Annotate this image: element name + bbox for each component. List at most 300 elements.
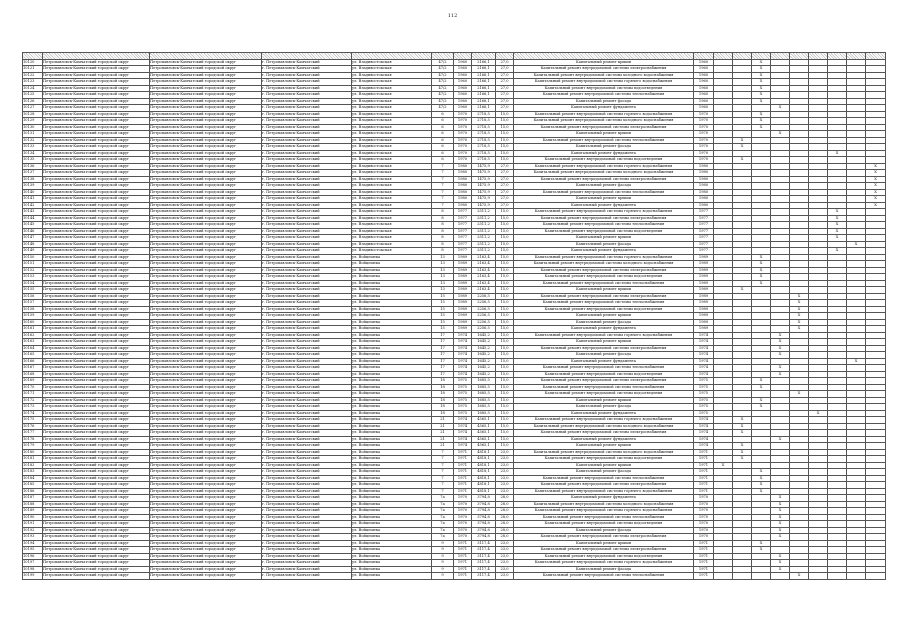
cost-cell: 27,0 [496, 202, 514, 209]
row-number-cell: 10157 [23, 300, 43, 307]
year-built-cell: 1980 [454, 196, 472, 203]
period-mark-cell: X [771, 371, 790, 378]
work-type-cell: Капитальный ремонт крыши [514, 397, 694, 404]
district-cell: Петропавловск-Камчатский городской округ [150, 482, 262, 489]
cost-cell: 15,0 [496, 313, 514, 320]
house-cell: 47/2 [432, 105, 454, 112]
house-cell: 13 [432, 254, 454, 261]
year-built-cell: 1977 [454, 209, 472, 216]
district-cell: Петропавловск-Камчатский городской округ [150, 430, 262, 437]
work-type-cell: Капитальный ремонт внутридомовой системы холодного водоснабжения [514, 118, 694, 125]
row-number-cell: 10164 [23, 345, 43, 352]
period-mark-cell: X [752, 79, 771, 86]
street-cell: ул. Владивостокская [352, 105, 432, 112]
district-cell: Петропавловск-Камчатский городской округ [150, 443, 262, 450]
period-mark-cell: X [752, 404, 771, 411]
cost-cell: 27,0 [496, 163, 514, 170]
period-mark-cell: X [771, 514, 790, 521]
city-cell: г. Петропавловск-Камчатский [262, 85, 352, 92]
commission-year-cell: 1989 [694, 261, 714, 268]
street-cell: ул. Владивостокская [352, 170, 432, 177]
year-built-cell: 1989 [454, 300, 472, 307]
work-type-cell: Капитальный ремонт внутридомовой системы электроснабжения [514, 482, 694, 489]
street-cell: ул. Войцешека [352, 573, 432, 580]
commission-year-cell: 1989 [694, 300, 714, 307]
cost-cell: 15,0 [496, 443, 514, 450]
period-mark-cell: X [752, 98, 771, 105]
year-built-cell: 1970 [454, 118, 472, 125]
street-cell: ул. Войцешека [352, 391, 432, 398]
city-cell: г. Петропавловск-Камчатский [262, 137, 352, 144]
municipality-cell: Петропавловск-Камчатский городской округ [43, 430, 150, 437]
period-mark-cell: X [809, 410, 828, 417]
commission-year-cell: 1971 [694, 560, 714, 567]
work-type-cell: Капитальный ремонт фасада [514, 527, 694, 534]
municipality-cell: Петропавловск-Камчатский городской округ [43, 436, 150, 443]
street-cell: ул. Войцешека [352, 261, 432, 268]
municipality-cell: Петропавловск-Камчатский городской округ [43, 404, 150, 411]
district-cell: Петропавловск-Камчатский городской округ [150, 144, 262, 151]
commission-year-cell: 1971 [694, 449, 714, 456]
area-cell: 2511,2 [472, 209, 496, 216]
city-cell: г. Петропавловск-Камчатский [262, 534, 352, 541]
work-type-cell: Капитальный ремонт фундамента [514, 358, 694, 365]
municipality-cell: Петропавловск-Камчатский городской округ [43, 566, 150, 573]
cost-cell: 23,0 [496, 488, 514, 495]
period-mark-cell: X [771, 105, 790, 112]
row-number-cell: 10145 [23, 222, 43, 229]
district-cell: Петропавловск-Камчатский городской округ [150, 300, 262, 307]
municipality-cell: Петропавловск-Камчатский городской округ [43, 189, 150, 196]
area-cell: 2718,5 [472, 137, 496, 144]
year-built-cell: 1989 [454, 287, 472, 294]
area-cell: 2163,4 [472, 274, 496, 281]
city-cell: г. Петропавловск-Камчатский [262, 66, 352, 73]
municipality-cell: Петропавловск-Камчатский городской округ [43, 475, 150, 482]
district-cell: Петропавловск-Камчатский городской округ [150, 254, 262, 261]
municipality-cell: Петропавловск-Камчатский городской округ [43, 222, 150, 229]
period-mark-cell: X [847, 241, 866, 248]
street-cell: ул. Войцешека [352, 553, 432, 560]
period-mark-cell: X [771, 352, 790, 359]
work-type-cell: Капитальный ремонт внутридомовой системы водоотведения [514, 228, 694, 235]
commission-year-cell: 1970 [694, 144, 714, 151]
city-cell: г. Петропавловск-Камчатский [262, 157, 352, 164]
cost-cell: 28,0 [496, 501, 514, 508]
row-number-cell: 10163 [23, 339, 43, 346]
period-mark-cell: X [866, 189, 886, 196]
district-cell: Петропавловск-Камчатский городской округ [150, 176, 262, 183]
city-cell: г. Петропавловск-Камчатский [262, 189, 352, 196]
commission-year-cell: 1980 [694, 170, 714, 177]
municipality-cell: Петропавловск-Камчатский городской округ [43, 521, 150, 528]
period-mark-cell: X [752, 540, 771, 547]
commission-year-cell: 1971 [694, 482, 714, 489]
period-mark-cell: X [752, 475, 771, 482]
street-cell: ул. Войцешека [352, 352, 432, 359]
work-type-cell: Капитальный ремонт внутридомовой системы электроснабжения [514, 66, 694, 73]
house-cell: 7 [432, 202, 454, 209]
commission-year-cell: 1975 [694, 384, 714, 391]
year-built-cell: 1971 [454, 547, 472, 554]
district-cell: Петропавловск-Камчатский городской округ [150, 573, 262, 580]
work-type-cell: Капитальный ремонт фасада [514, 469, 694, 476]
commission-year-cell: 1977 [694, 241, 714, 248]
cost-cell: 27,0 [496, 176, 514, 183]
period-mark-cell: X [790, 313, 809, 320]
area-cell: 2163,4 [472, 280, 496, 287]
house-cell: 6 [432, 144, 454, 151]
area-cell: 3117,4 [472, 566, 496, 573]
municipality-cell: Петропавловск-Камчатский городской округ [43, 111, 150, 118]
street-cell: ул. Владивостокская [352, 111, 432, 118]
period-mark-cell: X [752, 254, 771, 261]
year-built-cell: 1960 [454, 105, 472, 112]
commission-year-cell: 1971 [694, 553, 714, 560]
cost-cell: 28,0 [496, 521, 514, 528]
period-mark-cell: X [771, 339, 790, 346]
year-built-cell: 1970 [454, 131, 472, 138]
municipality-cell: Петропавловск-Камчатский городской округ [43, 157, 150, 164]
street-cell: ул. Владивостокская [352, 150, 432, 157]
cost-cell: 15,0 [496, 300, 514, 307]
cost-cell: 23,0 [496, 560, 514, 567]
year-built-cell: 1960 [454, 98, 472, 105]
area-cell: 3117,4 [472, 547, 496, 554]
municipality-cell: Петропавловск-Камчатский городской округ [43, 391, 150, 398]
work-type-cell: Капитальный ремонт внутридомовой системы горячего водоснабжения [514, 79, 694, 86]
area-cell: 4818,1 [472, 488, 496, 495]
area-cell: 1685,5 [472, 404, 496, 411]
work-type-cell: Капитальный ремонт фасада [514, 352, 694, 359]
work-type-cell: Капитальный ремонт внутридомовой системы электроснабжения [514, 534, 694, 541]
year-built-cell: 1989 [454, 280, 472, 287]
row-number-cell: 10121 [23, 66, 43, 73]
cost-cell: 28,0 [496, 495, 514, 502]
year-built-cell: 1974 [454, 365, 472, 372]
area-cell: 1685,5 [472, 410, 496, 417]
district-cell: Петропавловск-Камчатский городской округ [150, 92, 262, 99]
street-cell: ул. Войцешека [352, 534, 432, 541]
street-cell: ул. Владивостокская [352, 248, 432, 255]
city-cell: г. Петропавловск-Камчатский [262, 449, 352, 456]
commission-year-cell: 1989 [694, 274, 714, 281]
commission-year-cell: 1960 [694, 72, 714, 79]
municipality-cell: Петропавловск-Камчатский городской округ [43, 462, 150, 469]
area-cell: 4818,1 [472, 475, 496, 482]
city-cell: г. Петропавловск-Камчатский [262, 274, 352, 281]
house-cell: 7 [432, 170, 454, 177]
street-cell: ул. Владивостокская [352, 157, 432, 164]
cost-cell: 27,0 [496, 98, 514, 105]
city-cell: г. Петропавловск-Камчатский [262, 111, 352, 118]
street-cell: ул. Войцешека [352, 326, 432, 333]
city-cell: г. Петропавловск-Камчатский [262, 319, 352, 326]
city-cell: г. Петропавловск-Камчатский [262, 371, 352, 378]
cost-cell: 27,0 [496, 66, 514, 73]
city-cell: г. Петропавловск-Камчатский [262, 228, 352, 235]
commission-year-cell: 1971 [694, 462, 714, 469]
work-type-cell: Капитальный ремонт внутридомовой системы горячего водоснабжения [514, 332, 694, 339]
municipality-cell: Петропавловск-Камчатский городской округ [43, 300, 150, 307]
house-cell: 9 [432, 573, 454, 580]
year-built-cell: 1974 [454, 345, 472, 352]
commission-year-cell: 1974 [694, 436, 714, 443]
row-number-cell: 10182 [23, 462, 43, 469]
street-cell: ул. Войцешека [352, 313, 432, 320]
house-cell: 8 [432, 209, 454, 216]
cost-cell: 15,0 [496, 397, 514, 404]
municipality-cell: Петропавловск-Камчатский городской округ [43, 72, 150, 79]
municipality-cell: Петропавловск-Камчатский городской округ [43, 241, 150, 248]
work-type-cell: Капитальный ремонт внутридомовой системы электроснабжения [514, 215, 694, 222]
work-type-cell: Капитальный ремонт фасада [514, 319, 694, 326]
street-cell: ул. Войцешека [352, 423, 432, 430]
year-built-cell: 1971 [454, 573, 472, 580]
area-cell: 1475,9 [472, 202, 496, 209]
work-type-cell: Капитальный ремонт внутридомовой системы водоотведения [514, 85, 694, 92]
city-cell: г. Петропавловск-Камчатский [262, 92, 352, 99]
period-mark-cell: X [866, 170, 886, 177]
area-cell: 3117,4 [472, 573, 496, 580]
cost-cell: 15,0 [496, 378, 514, 385]
commission-year-cell: 1970 [694, 521, 714, 528]
row-number-cell: 10131 [23, 131, 43, 138]
period-mark-cell: X [752, 267, 771, 274]
house-cell: 15 [432, 300, 454, 307]
street-cell: ул. Владивостокская [352, 163, 432, 170]
district-cell: Петропавловск-Камчатский городской округ [150, 358, 262, 365]
row-number-cell: 10142 [23, 202, 43, 209]
work-type-cell: Капитальный ремонт внутридомовой системы теплоснабжения [514, 514, 694, 521]
row-number-cell: 10159 [23, 313, 43, 320]
district-cell: Петропавловск-Камчатский городской округ [150, 131, 262, 138]
row-number-cell: 10194 [23, 540, 43, 547]
street-cell: ул. Владивостокская [352, 241, 432, 248]
house-cell: 9 [432, 566, 454, 573]
work-type-cell: Капитальный ремонт фасада [514, 144, 694, 151]
commission-year-cell: 1970 [694, 508, 714, 515]
area-cell: 4565,1 [472, 430, 496, 437]
city-cell: г. Петропавловск-Камчатский [262, 547, 352, 554]
work-type-cell: Капитальный ремонт внутридомовой системы горячего водоснабжения [514, 560, 694, 567]
house-cell: 7 [432, 456, 454, 463]
district-cell: Петропавловск-Камчатский городской округ [150, 196, 262, 203]
commission-year-cell: 1971 [694, 540, 714, 547]
row-number-cell: 10126 [23, 98, 43, 105]
city-cell: г. Петропавловск-Камчатский [262, 313, 352, 320]
period-mark-cell: X [828, 215, 847, 222]
district-cell: Петропавловск-Камчатский городской округ [150, 72, 262, 79]
municipality-cell: Петропавловск-Камчатский городской округ [43, 215, 150, 222]
street-cell: ул. Владивостокская [352, 92, 432, 99]
house-cell: 7 [432, 462, 454, 469]
cost-cell: 23,0 [496, 469, 514, 476]
year-built-cell: 1975 [454, 397, 472, 404]
work-type-cell: Капитальный ремонт внутридомовой системы холодного водоснабжения [514, 170, 694, 177]
year-built-cell: 1975 [454, 384, 472, 391]
year-built-cell: 1974 [454, 430, 472, 437]
year-built-cell: 1960 [454, 92, 472, 99]
city-cell: г. Петропавловск-Камчатский [262, 176, 352, 183]
city-cell: г. Петропавловск-Камчатский [262, 202, 352, 209]
municipality-cell: Петропавловск-Камчатский городской округ [43, 183, 150, 190]
year-built-cell: 1980 [454, 170, 472, 177]
commission-year-cell: 1989 [694, 287, 714, 294]
period-mark-cell: X [790, 293, 809, 300]
municipality-cell: Петропавловск-Камчатский городской округ [43, 150, 150, 157]
work-type-cell: Капитальный ремонт внутридомовой системы холодного водоснабжения [514, 423, 694, 430]
street-cell: ул. Войцешека [352, 378, 432, 385]
row-number-cell: 10166 [23, 358, 43, 365]
municipality-cell: Петропавловск-Камчатский городской округ [43, 306, 150, 313]
period-mark-cell: X [828, 209, 847, 216]
street-cell: ул. Войцешека [352, 319, 432, 326]
row-number-cell: 10183 [23, 469, 43, 476]
district-cell: Петропавловск-Камчатский городской округ [150, 280, 262, 287]
street-cell: ул. Владивостокская [352, 131, 432, 138]
city-cell: г. Петропавловск-Камчатский [262, 365, 352, 372]
house-cell: 13 [432, 267, 454, 274]
commission-year-cell: 1975 [694, 404, 714, 411]
period-mark-cell: X [771, 131, 790, 138]
row-number-cell: 10188 [23, 501, 43, 508]
period-mark-cell: X [752, 92, 771, 99]
street-cell: ул. Войцешека [352, 254, 432, 261]
period-mark-cell: X [733, 430, 752, 437]
street-cell: ул. Владивостокская [352, 85, 432, 92]
street-cell: ул. Войцешека [352, 410, 432, 417]
district-cell: Петропавловск-Камчатский городской округ [150, 222, 262, 229]
commission-year-cell: 1970 [694, 124, 714, 131]
year-built-cell: 1970 [454, 150, 472, 157]
municipality-cell: Петропавловск-Камчатский городской округ [43, 248, 150, 255]
street-cell: ул. Войцешека [352, 300, 432, 307]
commission-year-cell: 1977 [694, 235, 714, 242]
city-cell: г. Петропавловск-Камчатский [262, 560, 352, 567]
street-cell: ул. Войцешека [352, 267, 432, 274]
street-cell: ул. Войцешека [352, 306, 432, 313]
row-number-cell: 10170 [23, 384, 43, 391]
cost-cell: 15,0 [496, 352, 514, 359]
municipality-cell: Петропавловск-Камчатский городской округ [43, 92, 150, 99]
period-mark-cell [828, 573, 847, 580]
area-cell: 2256,5 [472, 300, 496, 307]
area-cell: 2718,5 [472, 150, 496, 157]
house-cell: 7 [432, 449, 454, 456]
street-cell: ул. Войцешека [352, 508, 432, 515]
city-cell: г. Петропавловск-Камчатский [262, 170, 352, 177]
district-cell: Петропавловск-Камчатский городской округ [150, 371, 262, 378]
city-cell: г. Петропавловск-Камчатский [262, 391, 352, 398]
work-type-cell: Капитальный ремонт внутридомовой системы горячего водоснабжения [514, 209, 694, 216]
work-type-cell: Капитальный ремонт внутридомовой системы водоотведения [514, 553, 694, 560]
cost-cell: 15,0 [496, 261, 514, 268]
city-cell: г. Петропавловск-Камчатский [262, 508, 352, 515]
year-built-cell: 1970 [454, 534, 472, 541]
period-mark-cell: X [752, 261, 771, 268]
commission-year-cell: 1989 [694, 306, 714, 313]
period-mark-cell: X [733, 443, 752, 450]
cost-cell: 15,0 [496, 150, 514, 157]
commission-year-cell: 1970 [694, 495, 714, 502]
house-cell: 7a [432, 527, 454, 534]
period-mark-cell: X [771, 501, 790, 508]
district-cell: Петропавловск-Камчатский городской округ [150, 378, 262, 385]
district-cell: Петропавловск-Камчатский городской округ [150, 488, 262, 495]
area-cell: 1685,5 [472, 378, 496, 385]
house-cell: 17 [432, 339, 454, 346]
district-cell: Петропавловск-Камчатский городской округ [150, 235, 262, 242]
row-number-cell: 10141 [23, 196, 43, 203]
area-cell: 2163,4 [472, 267, 496, 274]
area-cell: 2511,2 [472, 228, 496, 235]
house-cell: 47/2 [432, 79, 454, 86]
municipality-cell: Петропавловск-Камчатский городской округ [43, 144, 150, 151]
cost-cell: 27,0 [496, 92, 514, 99]
district-cell: Петропавловск-Камчатский городской округ [150, 248, 262, 255]
row-number-cell: 10151 [23, 261, 43, 268]
house-cell: 17 [432, 345, 454, 352]
row-number-cell: 10186 [23, 488, 43, 495]
street-cell: ул. Войцешека [352, 560, 432, 567]
district-cell: Петропавловск-Камчатский городской округ [150, 469, 262, 476]
municipality-cell: Петропавловск-Камчатский городской округ [43, 163, 150, 170]
area-cell: 4565,1 [472, 436, 496, 443]
cost-cell: 15,0 [496, 144, 514, 151]
commission-year-cell: 1971 [694, 475, 714, 482]
city-cell: г. Петропавловск-Камчатский [262, 144, 352, 151]
house-cell: 17 [432, 371, 454, 378]
year-built-cell: 1980 [454, 202, 472, 209]
cost-cell: 15,0 [496, 280, 514, 287]
municipality-cell: Петропавловск-Камчатский городской округ [43, 170, 150, 177]
period-mark-cell [771, 573, 790, 580]
cost-cell: 15,0 [496, 267, 514, 274]
row-number-cell: 10176 [23, 423, 43, 430]
work-type-cell: Капитальный ремонт крыши [514, 313, 694, 320]
house-cell: 7 [432, 482, 454, 489]
period-mark-cell: X [790, 326, 809, 333]
municipality-cell: Петропавловск-Камчатский городской округ [43, 196, 150, 203]
period-mark-cell: X [752, 72, 771, 79]
row-number-cell: 10153 [23, 274, 43, 281]
commission-year-cell: 1970 [694, 501, 714, 508]
municipality-cell: Петропавловск-Камчатский городской округ [43, 540, 150, 547]
commission-year-cell: 1974 [694, 417, 714, 424]
work-type-cell: Капитальный ремонт внутридомовой системы холодного водоснабжения [514, 501, 694, 508]
commission-year-cell: 1960 [694, 79, 714, 86]
district-cell: Петропавловск-Камчатский городской округ [150, 456, 262, 463]
period-mark-cell: X [847, 358, 866, 365]
district-cell: Петропавловск-Камчатский городской округ [150, 560, 262, 567]
district-cell: Петропавловск-Камчатский городской округ [150, 287, 262, 294]
city-cell: г. Петропавловск-Камчатский [262, 280, 352, 287]
period-mark-cell: X [866, 202, 886, 209]
cost-cell: 27,0 [496, 59, 514, 66]
year-built-cell: 1974 [454, 339, 472, 346]
period-mark-cell: X [771, 365, 790, 372]
house-cell: 8 [432, 241, 454, 248]
municipality-cell: Петропавловск-Камчатский городской округ [43, 384, 150, 391]
district-cell: Петропавловск-Камчатский городской округ [150, 215, 262, 222]
commission-year-cell: 1989 [694, 254, 714, 261]
area-cell: 2718,5 [472, 124, 496, 131]
work-type-cell: Капитальный ремонт фундамента [514, 436, 694, 443]
area-cell: 2511,2 [472, 235, 496, 242]
municipality-cell: Петропавловск-Камчатский городской округ [43, 514, 150, 521]
year-built-cell: 1977 [454, 215, 472, 222]
